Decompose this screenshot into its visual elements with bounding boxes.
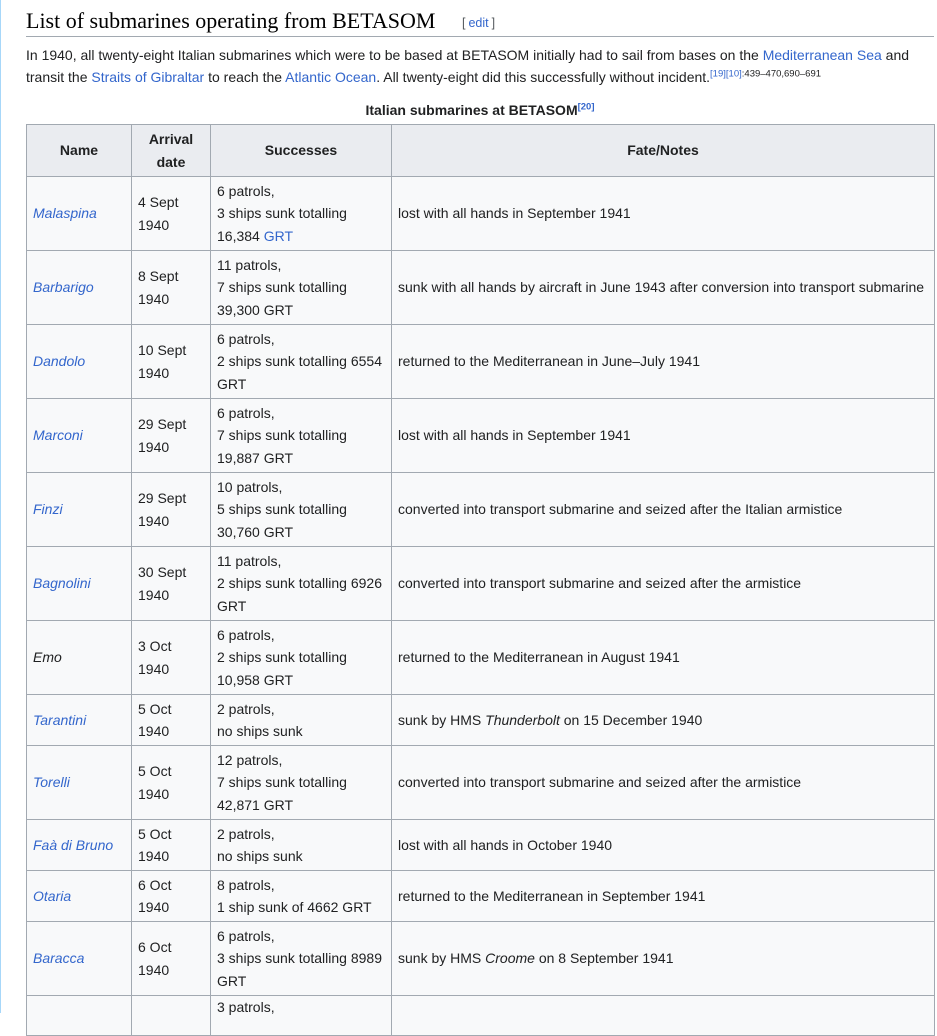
successes-line: 1 ship sunk of 4662 GRT (217, 899, 372, 915)
cell-arrival (132, 922, 211, 996)
cell-successes (211, 922, 392, 996)
header-name: Name (27, 125, 132, 177)
submarine-link-bagnolini[interactable]: Bagnolini (33, 575, 91, 592)
edit-section-link[interactable]: edit (468, 16, 489, 30)
cell-arrival (132, 621, 211, 695)
successes-line: 42,871 GRT (217, 796, 294, 813)
edit-bracket-open: [ (462, 16, 466, 30)
cell-arrival (132, 325, 211, 399)
cell-arrival (132, 473, 211, 547)
cell-successes (211, 177, 392, 251)
successes-line: no ships sunk (217, 723, 303, 739)
submarine-link-finzi[interactable]: Finzi (33, 501, 63, 518)
successes-line: 30,760 GRT (217, 523, 294, 540)
table-row (27, 399, 935, 473)
successes-line: 39,300 GRT (217, 301, 294, 318)
arrival-month: 5 Oct (138, 763, 172, 779)
arrival-year: 1940 (138, 961, 170, 978)
arrival-month: 5 Oct (138, 700, 172, 717)
arrival-month: 5 Oct (138, 825, 172, 842)
submarine-link-baracca[interactable]: Baracca (33, 950, 85, 967)
arrival-year: 1940 (138, 785, 170, 802)
header-arrival-line2: date (156, 153, 186, 170)
cell-successes (211, 820, 392, 871)
table-row (27, 177, 935, 251)
successes-line: 2 ships sunk totalling 6554 (217, 353, 382, 370)
table-row (27, 871, 935, 922)
submarine-link-otaria[interactable]: Otaria (33, 887, 72, 904)
submarine-link-marconi[interactable]: Marconi (33, 427, 83, 444)
cell-arrival (132, 399, 211, 473)
cell-name (27, 996, 132, 1036)
arrival-year: 1940 (138, 216, 170, 233)
cell-name (27, 547, 132, 621)
arrival-year: 1940 (138, 723, 170, 739)
link-atlantic-ocean[interactable]: Atlantic Ocean (285, 69, 377, 85)
cell-fate (392, 996, 935, 1036)
cell-name (27, 473, 132, 547)
successes-line: 6 patrols, (217, 404, 275, 421)
ship-name: Thunderbolt (485, 711, 560, 728)
successes-line: 3 ships sunk totalling (217, 205, 347, 222)
citation-19[interactable]: [19] (710, 68, 726, 80)
successes-line: 2 patrols, (217, 700, 275, 717)
cell-name (27, 922, 132, 996)
successes-line: 8 patrols, (217, 876, 275, 893)
cell-successes (211, 746, 392, 820)
page-left-border (0, 0, 1, 1013)
successes-line: 11 patrols, (217, 256, 282, 273)
cell-fate: lost with all hands in October 1940 (392, 820, 935, 871)
cell-fate: converted into transport submarine and seized after the armistice (392, 547, 935, 621)
cell-successes (211, 996, 392, 1036)
arrival-month: 29 Sept (138, 416, 187, 432)
header-fate-notes: Fate/Notes (392, 125, 935, 177)
submarine-name-emo: Emo (33, 649, 62, 666)
submarine-link-torelli[interactable]: Torelli (33, 774, 70, 791)
cell-name (27, 695, 132, 746)
cell-successes (211, 871, 392, 922)
cell-arrival (132, 177, 211, 251)
header-arrival-line1: Arrival (148, 131, 194, 147)
successes-line: 6 patrols, (217, 330, 275, 347)
successes-line: 7 ships sunk totalling (217, 279, 347, 296)
successes-line: 12 patrols, (217, 751, 283, 768)
fate-text: on 15 December 1940 (559, 711, 703, 728)
cell-fate: returned to the Mediterranean in June–July 1941 (392, 325, 935, 399)
table-row (27, 547, 935, 621)
intro-paragraph (26, 44, 931, 88)
cell-name (27, 746, 132, 820)
cell-name (27, 820, 132, 871)
cell-fate: converted into transport submarine and seized after the armistice (392, 746, 935, 820)
cell-arrival (132, 871, 211, 922)
cell-name (27, 325, 132, 399)
section-title: List of submarines operating from BETASOM (26, 8, 436, 33)
arrival-year: 1940 (138, 586, 170, 603)
successes-line: 6 patrols, (217, 182, 275, 199)
arrival-year: 1940 (138, 512, 170, 529)
successes-line: no ships sunk (217, 848, 303, 864)
successes-line: 7 ships sunk totalling (217, 774, 347, 791)
submarine-link-dandolo[interactable]: Dandolo (33, 353, 86, 370)
cell-arrival (132, 820, 211, 871)
cell-fate: sunk with all hands by aircraft in June 1943 after conversion into transport submarine (392, 251, 935, 325)
edit-section (462, 16, 495, 30)
link-mediterranean-sea[interactable]: Mediterranean Sea (762, 47, 882, 63)
intro-text-3: to reach the (204, 69, 286, 85)
cell-arrival (132, 996, 211, 1036)
arrival-year: 1940 (138, 364, 170, 381)
edit-bracket-close: ] (491, 16, 496, 30)
table-row (27, 621, 935, 695)
cell-fate (392, 922, 935, 996)
table-row (27, 746, 935, 820)
arrival-month: 30 Sept (138, 564, 187, 580)
submarine-link-tarantini[interactable]: Tarantini (33, 711, 87, 728)
successes-line: 19,887 GRT (217, 449, 294, 466)
arrival-month: 3 Oct (138, 638, 172, 654)
arrival-year: 1940 (138, 848, 170, 864)
cell-arrival (132, 695, 211, 746)
cell-name (27, 399, 132, 473)
fate-text: on 8 September 1941 (534, 950, 674, 967)
successes-line: GRT (217, 972, 247, 989)
cell-fate: returned to the Mediterranean in August 1941 (392, 621, 935, 695)
successes-line: GRT (217, 375, 247, 392)
cell-successes (211, 695, 392, 746)
citation-20[interactable]: [20] (577, 101, 595, 113)
successes-line: GRT (217, 597, 247, 614)
link-grt[interactable]: GRT (263, 227, 294, 244)
table-row (27, 251, 935, 325)
successes-line: 3 ships sunk totalling 8989 (217, 950, 382, 967)
intro-text-4: . All twenty-eight did this successfully without incident. (376, 69, 711, 85)
successes-line: 10 patrols, (217, 478, 283, 495)
cell-name (27, 871, 132, 922)
submarine-link-faa-di-bruno[interactable]: Faà di Bruno (33, 836, 114, 853)
cell-arrival (132, 251, 211, 325)
cell-fate: returned to the Mediterranean in September 1941 (392, 871, 935, 922)
intro-text-2: and transit the (26, 47, 910, 85)
table-row (27, 922, 935, 996)
successes-line: 11 patrols, (217, 552, 282, 569)
arrival-month: 10 Sept (138, 342, 187, 358)
arrival-year: 1940 (138, 899, 170, 915)
table-row (27, 996, 935, 1036)
successes-line: 6 patrols, (217, 626, 275, 643)
table-row (27, 820, 935, 871)
successes-line: 10,958 GRT (217, 671, 294, 688)
arrival-month: 4 Sept (138, 194, 179, 210)
cell-arrival (132, 547, 211, 621)
arrival-month: 6 Oct (138, 939, 172, 955)
submarine-link-malaspina[interactable]: Malaspina (33, 205, 97, 222)
successes-line: 2 ships sunk totalling (217, 649, 347, 666)
header-arrival-date (132, 125, 211, 177)
cell-successes (211, 399, 392, 473)
submarine-link-barbarigo[interactable]: Barbarigo (33, 279, 94, 296)
cell-fate (392, 695, 935, 746)
ship-name: Croome (485, 950, 535, 967)
section-heading (26, 6, 934, 37)
cell-successes (211, 621, 392, 695)
fate-text: sunk by HMS (398, 950, 486, 967)
citation-10[interactable]: [10] (725, 68, 742, 80)
citation-group (710, 68, 821, 79)
table-row (27, 325, 935, 399)
successes-line: 2 patrols, (217, 825, 275, 842)
table-caption-text: Italian submarines at BETASOM (365, 102, 578, 118)
successes-line: 16,384 (217, 227, 264, 244)
cell-fate: converted into transport submarine and seized after the Italian armistice (392, 473, 935, 547)
arrival-year: 1940 (138, 660, 170, 677)
cell-name (27, 177, 132, 251)
cell-name (27, 621, 132, 695)
cell-successes (211, 473, 392, 547)
arrival-year: 1940 (138, 290, 170, 307)
cell-fate: lost with all hands in September 1941 (392, 177, 935, 251)
fate-text: sunk by HMS (398, 711, 486, 728)
successes-line: 3 patrols, (217, 999, 275, 1015)
successes-line: 2 ships sunk totalling 6926 (217, 575, 382, 592)
citation-pages: :439–470,690–691 (741, 68, 822, 80)
table-caption (26, 102, 934, 118)
successes-line: 7 ships sunk totalling (217, 427, 347, 444)
link-straits-of-gibraltar[interactable]: Straits of Gibraltar (91, 69, 205, 85)
successes-line: 5 ships sunk totalling (217, 501, 347, 518)
arrival-month: 8 Sept (138, 268, 179, 284)
arrival-year: 1940 (138, 438, 170, 455)
header-successes: Successes (211, 125, 392, 177)
arrival-month: 6 Oct (138, 876, 172, 893)
cell-successes (211, 547, 392, 621)
cell-name (27, 251, 132, 325)
successes-line: 6 patrols, (217, 927, 275, 944)
table-row (27, 695, 935, 746)
cell-fate: lost with all hands in September 1941 (392, 399, 935, 473)
cell-successes (211, 251, 392, 325)
cell-successes (211, 325, 392, 399)
arrival-month: 29 Sept (138, 490, 187, 506)
cell-arrival (132, 746, 211, 820)
submarines-table (26, 124, 935, 1036)
intro-text-1: In 1940, all twenty-eight Italian submarines which were to be based at BETASOM initially had to sail from bases on the (26, 47, 763, 63)
table-row (27, 473, 935, 547)
table-header-row (27, 125, 935, 177)
